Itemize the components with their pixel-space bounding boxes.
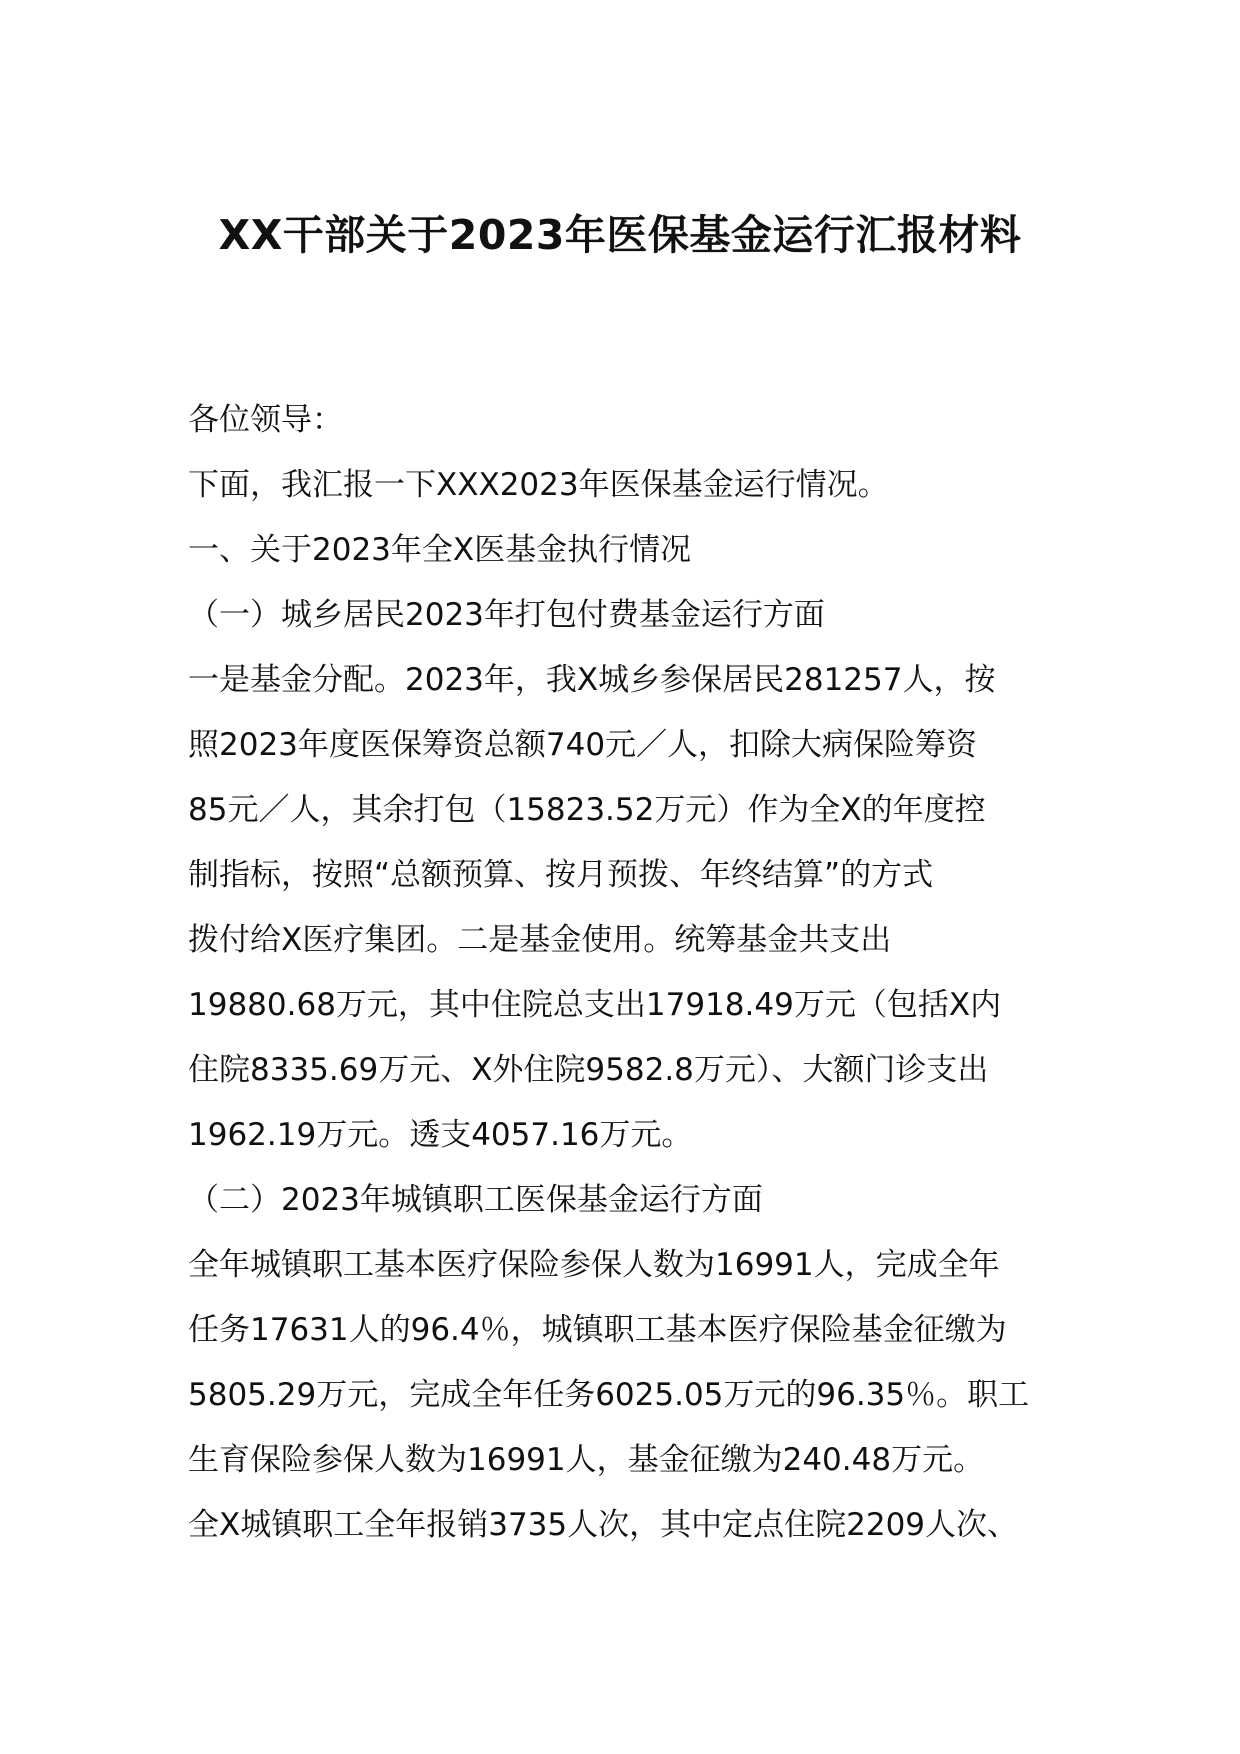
paragraph-line: 全X城镇职工全年报销3735人次，其中定点住院2209人次、 bbox=[188, 1507, 1019, 1543]
paragraph-line: 拨付给X医疗集团。二是基金使用。统筹基金共支出 bbox=[188, 922, 892, 958]
document-body bbox=[188, 388, 1068, 1558]
paragraph-line: 住院8335.69万元、X外住院9582.8万元）、大额门诊支出 bbox=[188, 1052, 989, 1088]
paragraph-line: 全年城镇职工基本医疗保险参保人数为16991人，完成全年 bbox=[188, 1247, 1000, 1283]
paragraph-line: 制指标，按照“总额预算、按月预拨、年终结算”的方式 bbox=[188, 857, 934, 893]
intro-line: 下面，我汇报一下XXX2023年医保基金运行情况。 bbox=[188, 467, 889, 503]
paragraph-line: 1962.19万元。透支4057.16万元。 bbox=[188, 1117, 693, 1153]
paragraph-line: 一是基金分配。2023年，我X城乡参保居民281257人，按 bbox=[188, 662, 996, 698]
paragraph-line: 任务17631人的96.4％，城镇职工基本医疗保险基金征缴为 bbox=[188, 1312, 1007, 1348]
subsection-heading-2: （二）2023年城镇职工医保基金运行方面 bbox=[188, 1182, 763, 1218]
paragraph-line: 照2023年度医保筹资总额740元／人，扣除大病保险筹资 bbox=[188, 727, 978, 763]
salutation: 各位领导： bbox=[188, 402, 343, 438]
paragraph-line: 19880.68万元，其中住院总支出17918.49万元（包括X内 bbox=[188, 987, 1002, 1023]
paragraph-line: 生育保险参保人数为16991人，基金征缴为240.48万元。 bbox=[188, 1442, 985, 1478]
subsection-heading-1: （一）城乡居民2023年打包付费基金运行方面 bbox=[188, 597, 825, 633]
paragraph-line: 85元／人，其余打包（15823.52万元）作为全X的年度控 bbox=[188, 792, 986, 828]
section-heading-1: 一、关于2023年全X医基金执行情况 bbox=[188, 532, 692, 568]
paragraph-line: 5805.29万元，完成全年任务6025.05万元的96.35％。职工 bbox=[188, 1377, 1030, 1413]
document-title: XX干部关于2023年医保基金运行汇报材料 bbox=[218, 211, 1022, 259]
